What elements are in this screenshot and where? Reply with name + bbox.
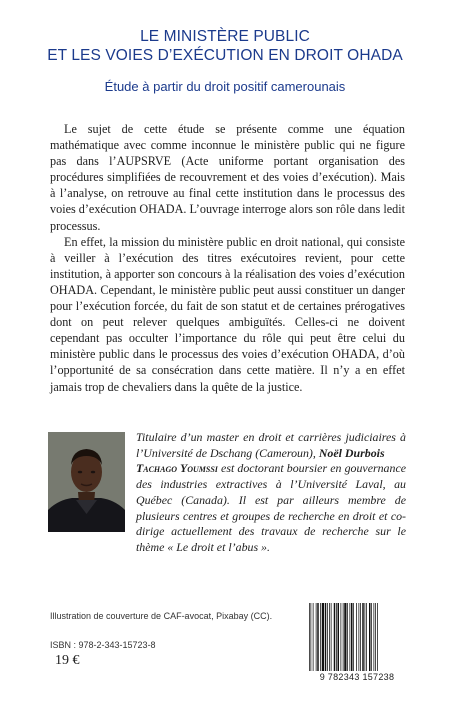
author-photo: [48, 432, 125, 532]
barcode: [308, 603, 406, 671]
blurb-paragraph-1: Le sujet de cette étude se présente comme une équation mathématique avec comme inconnue le ministère public qui ne figure pas dans l’AUPSRVE (Acte uniforme portant organisation des procédures simplifiées de recouvrement et des voies d’exécution). Mais à l’analyse, on retrouve au final cette institution dans le processus des voies d’exécution OHADA. L’ouvrage interroge alors son rôle dans ledit processus.: [50, 122, 405, 233]
author-bio: [136, 430, 406, 556]
blurb: [50, 121, 405, 395]
book-title-line-2: ET LES VOIES D’EXÉCUTION EN DROIT OHADA: [47, 47, 403, 64]
isbn: ISBN : 978-2-343-15723-8: [50, 640, 156, 650]
bio-rest: est doctorant boursier en gouvernance des industries extractives à l’Université Laval, au Québec (Canada). Il est par ailleurs membre de plusieurs centres et groupes de recherche en droit et co-dirige actuellement des travaux de recherche sur le thème « Le droit et l’abus ».: [136, 461, 406, 554]
bio-intro: Titulaire d’un master en droit et carrières judiciaires à l’Université de Dschang (Cameroun),: [136, 430, 406, 460]
author-portrait-image: [48, 432, 125, 532]
blurb-paragraph-2: En effet, la mission du ministère public en droit national, qui consiste à veiller à l’exécution des titres exécutoires revient, pour cette institution, à apporter son concours à la réalisation des voies d’exécution OHADA. Cependant, le ministère public peut aussi constituer un danger pour l’exécution forcée, du fait de son statut et de certaines prérogatives dont on peut relever quelques ambiguïtés. Celles-ci ne doivent cependant pas occulter l’importance du rôle qui peut être celui du ministère public dans le processus des voies d’exécution OHADA, d’où l’opportunité de sa consécration dans cette matière. Il n’y a en effet jamais trop de chevaliers dans la quête de la justice.: [50, 234, 405, 394]
author-last-name: Tachago Youmssi: [136, 461, 218, 476]
price: 19 €: [55, 653, 80, 668]
author-first-name: Noël Durbois: [318, 445, 385, 460]
book-title-line-1: LE MINISTÈRE PUBLIC: [140, 28, 310, 45]
book-subtitle: Étude à partir du droit positif camerounais: [104, 79, 346, 94]
cover-credit: Illustration de couverture de CAF-avocat, Pixabay (CC).: [50, 611, 273, 621]
barcode-digits: 9 782343 157238: [319, 672, 395, 682]
